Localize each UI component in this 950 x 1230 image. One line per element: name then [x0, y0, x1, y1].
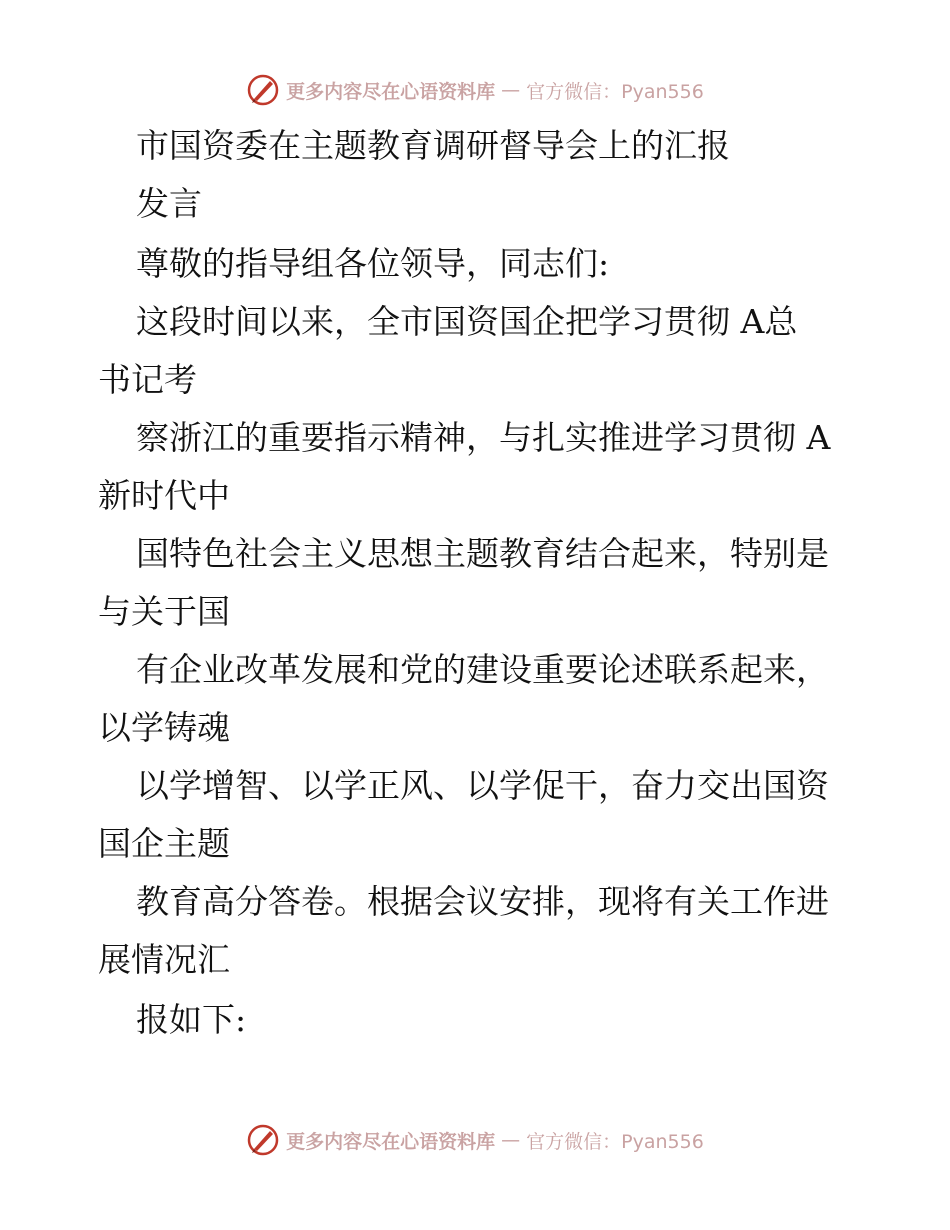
- doc-line: 以学铸魂: [98, 708, 230, 747]
- watermark-text: 更多内容尽在心语资料库: [286, 1130, 496, 1153]
- doc-line: 有企业改革发展和党的建设重要论述联系起来，: [136, 650, 829, 689]
- doc-line: 以学增智、以学正风、以学促干，奋力交出国资: [136, 766, 829, 805]
- doc-title-line-1: 市国资委在主题教育调研督导会上的汇报: [136, 126, 730, 165]
- doc-line: 与关于国: [98, 592, 230, 631]
- watermark-separator: —: [501, 79, 521, 101]
- doc-salutation: 尊敬的指导组各位领导，同志们:: [136, 244, 610, 283]
- doc-title-line-2: 发言: [136, 184, 202, 223]
- quill-logo-icon: [246, 1123, 280, 1157]
- doc-line: 察浙江的重要指示精神，与扎实推进学习贯彻 A: [136, 418, 831, 457]
- doc-line: 新时代中: [98, 476, 230, 515]
- doc-line: 书记考: [98, 360, 197, 399]
- doc-line: 展情况汇: [98, 940, 230, 979]
- watermark-contact: 官方微信：Pyan556: [526, 80, 704, 103]
- header-watermark: [0, 70, 950, 110]
- doc-line: 报如下:: [136, 1000, 247, 1039]
- watermark-contact: 官方微信：Pyan556: [526, 1130, 704, 1153]
- watermark-text: 更多内容尽在心语资料库: [286, 80, 496, 103]
- doc-line: 国企主题: [98, 824, 230, 863]
- doc-line: 教育高分答卷。根据会议安排，现将有关工作进: [136, 882, 829, 921]
- footer-watermark: [0, 1120, 950, 1160]
- watermark-separator: —: [501, 1129, 521, 1151]
- doc-line: 这段时间以来，全市国资国企把学习贯彻 A总: [136, 302, 798, 341]
- quill-logo-icon: [246, 73, 280, 107]
- doc-line: 国特色社会主义思想主题教育结合起来，特别是: [136, 534, 829, 573]
